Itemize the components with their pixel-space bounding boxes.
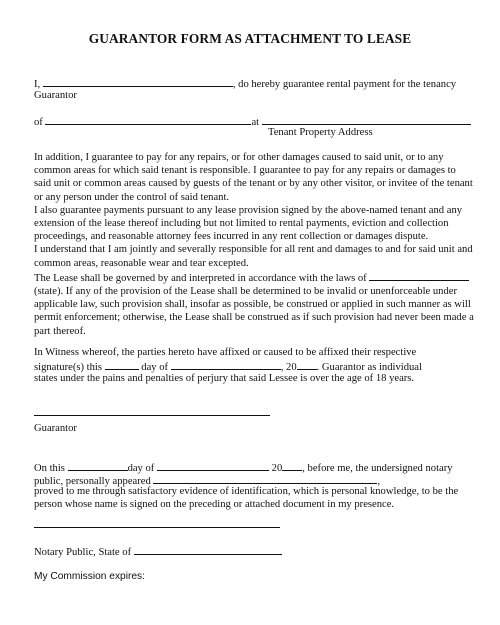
guarantee-text: , do hereby guarantee rental payment for the tenancy (232, 79, 457, 90)
appeared-comma: , (377, 476, 381, 487)
state-field[interactable] (369, 270, 469, 281)
witness-year-field[interactable] (297, 359, 317, 370)
law-text-after: (state). If any of the provision of the Lease shall be determined to be invalid or unenforceable under applicable law, such provision shall, insofar as possible, be construed or applied in such manner as will permit enforcement; otherwise, the Lease shall be construed as if such provision had never been made a part thereof. (34, 286, 474, 337)
day-of-label: day of (141, 362, 169, 373)
notary-day-field[interactable] (68, 460, 128, 471)
guarantor-signature-line[interactable] (34, 415, 270, 416)
notary-day-of-label: day of (127, 463, 155, 474)
witness-line-1: In Witness whereof, the parties hereto have affixed or caused to be affixed their respective (34, 347, 417, 358)
repairs-paragraph: In addition, I guarantee to pay for any repairs, or for other damages caused to said unit, or to any common areas for which said tenant is responsible. I guarantee to pay for any repairs or damages to said unit or common areas caused by guests of the tenant or by any other visitor, or invitee of the tenant or any person under the control of said tenant. (34, 152, 473, 203)
witness-line-3: states under the pains and penalties of perjury that said Lessee is over the age of 18 years. (34, 373, 415, 384)
witness-day-field[interactable] (105, 359, 139, 370)
terms-paragraphs (34, 151, 474, 338)
tenant-property-address-field[interactable] (262, 114, 471, 125)
notary-proved-paragraph: proved to me through satisfactory evidence of identification, which is personal knowledge, to be the person whose name is signed on the preceding or attached document in my presence. (34, 486, 459, 511)
before-me-text: , before me, the undersigned notary (302, 463, 453, 474)
year-prefix-label: , 20 (280, 362, 297, 373)
notary-month-field[interactable] (157, 460, 269, 471)
notary-state-field[interactable] (134, 544, 282, 555)
notary-year-field[interactable] (282, 460, 302, 471)
guarantee-line (34, 76, 456, 91)
notary-public-line (34, 544, 282, 559)
guarantor-name-field[interactable] (43, 76, 233, 87)
address-line (34, 114, 471, 129)
guarantor-signature-label: Guarantor (34, 423, 77, 434)
i-label: I, (34, 79, 41, 90)
witness-month-field[interactable] (171, 359, 281, 370)
of-label: of (34, 117, 43, 128)
signature-this-label: signature(s) this (34, 362, 102, 373)
appeared-name-field[interactable] (153, 473, 377, 484)
guarantor-caption: Guarantor (34, 90, 77, 101)
notary-signature-line[interactable] (34, 527, 280, 528)
responsibility-paragraph: I understand that I am jointly and severally responsible for all rent and damages to and for said unit and common areas, reasonable wear and tear excepted. (34, 244, 473, 269)
state-of-label: , State of (93, 547, 132, 558)
tenant-address-caption: Tenant Property Address (268, 127, 373, 138)
on-this-label: On this (34, 463, 65, 474)
notary-year-prefix: 20 (271, 463, 283, 474)
form-title: GUARANTOR FORM AS ATTACHMENT TO LEASE (88, 31, 412, 46)
at-label: at (251, 117, 260, 128)
guarantor-individual-text: . Guarantor as individual (316, 362, 422, 373)
law-text-before: The Lease shall be governed by and interpreted in accordance with the laws of (34, 272, 367, 284)
appeared-label: public, personally appeared (34, 476, 151, 487)
governing-law-paragraph (34, 270, 474, 338)
guarantor-address-field[interactable] (45, 114, 251, 125)
notary-public-label: Notary Public (34, 547, 94, 558)
payments-paragraph: I also guarantee payments pursuant to any lease provision signed by the above-named tenant and any extension of the lease thereof including but not limited to rental payments, eviction and collection proceedings, and reasonable attorney fees incurred in any rent collection or damages dispute. (34, 204, 463, 243)
commission-expires-label: My Commission expires: (34, 571, 145, 582)
